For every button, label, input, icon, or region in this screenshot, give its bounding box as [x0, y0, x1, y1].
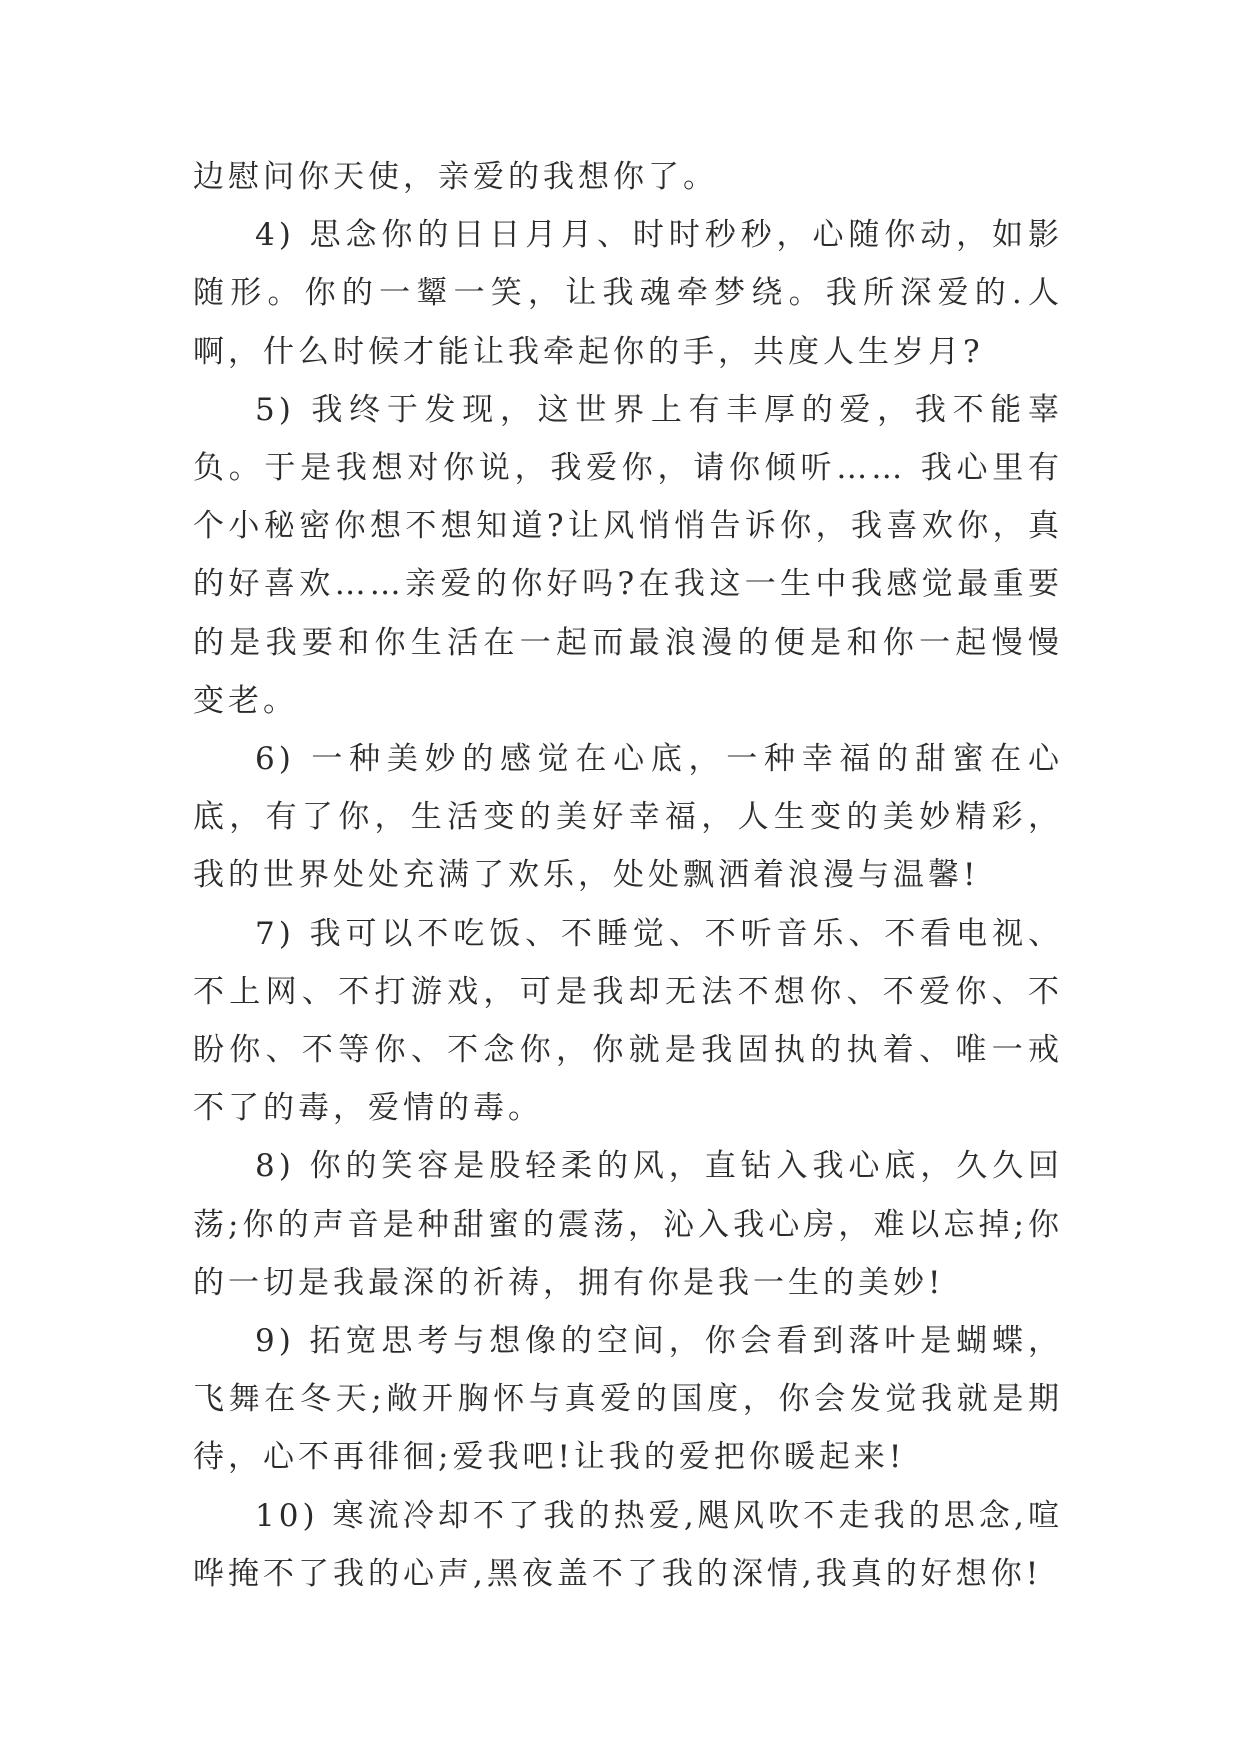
paragraph-5: 5) 我终于发现，这世界上有丰厚的爱，我不能辜负。于是我想对你说，我爱你，请你倾听…… 我心里有个小秘密你想不想知道?让风悄悄告诉你，我喜欢你，真的好喜欢……亲爱的你好吗?在我这一生中我感觉最重要的是我要和你生活在一起而最浪漫的便是和你一起慢慢变老。 [193, 391, 1063, 719]
paragraph-9: 9) 拓宽思考与想像的空间，你会看到落叶是蝴蝶，飞舞在冬天;敞开胸怀与真爱的国度，你会发觉我就是期待，心不再徘徊;爱我吧!让我的爱把你暖起来! [193, 1323, 1063, 1476]
paragraph-4: 4) 思念你的日日月月、时时秒秒，心随你动，如影随形。你的一颦一笑，让我魂牵梦绕。我所深爱的.人啊，什么时候才能让我牵起你的手，共度人生岁月? [193, 217, 1063, 370]
document-body [193, 148, 1063, 1603]
paragraph-8: 8) 你的笑容是股轻柔的风，直钻入我心底，久久回荡;你的声音是种甜蜜的震荡，沁入我心房，难以忘掉;你的一切是我最深的祈祷，拥有你是我一生的美妙! [193, 1148, 1063, 1301]
paragraph-6: 6) 一种美妙的感觉在心底，一种幸福的甜蜜在心底，有了你，生活变的美好幸福，人生变的美妙精彩，我的世界处处充满了欢乐，处处飘洒着浪漫与温馨! [193, 741, 1063, 894]
continuation-paragraph: 边慰问你天使，亲爱的我想你了。 [193, 159, 718, 195]
paragraph-10: 10) 寒流冷却不了我的热爱,飓风吹不走我的思念,喧哗掩不了我的心声,黑夜盖不了我的深情,我真的好想你! [193, 1497, 1063, 1592]
paragraph-7: 7) 我可以不吃饭、不睡觉、不听音乐、不看电视、不上网、不打游戏，可是我却无法不想你、不爱你、不盼你、不等你、不念你，你就是我固执的执着、唯一戒不了的毒，爱情的毒。 [193, 915, 1063, 1127]
